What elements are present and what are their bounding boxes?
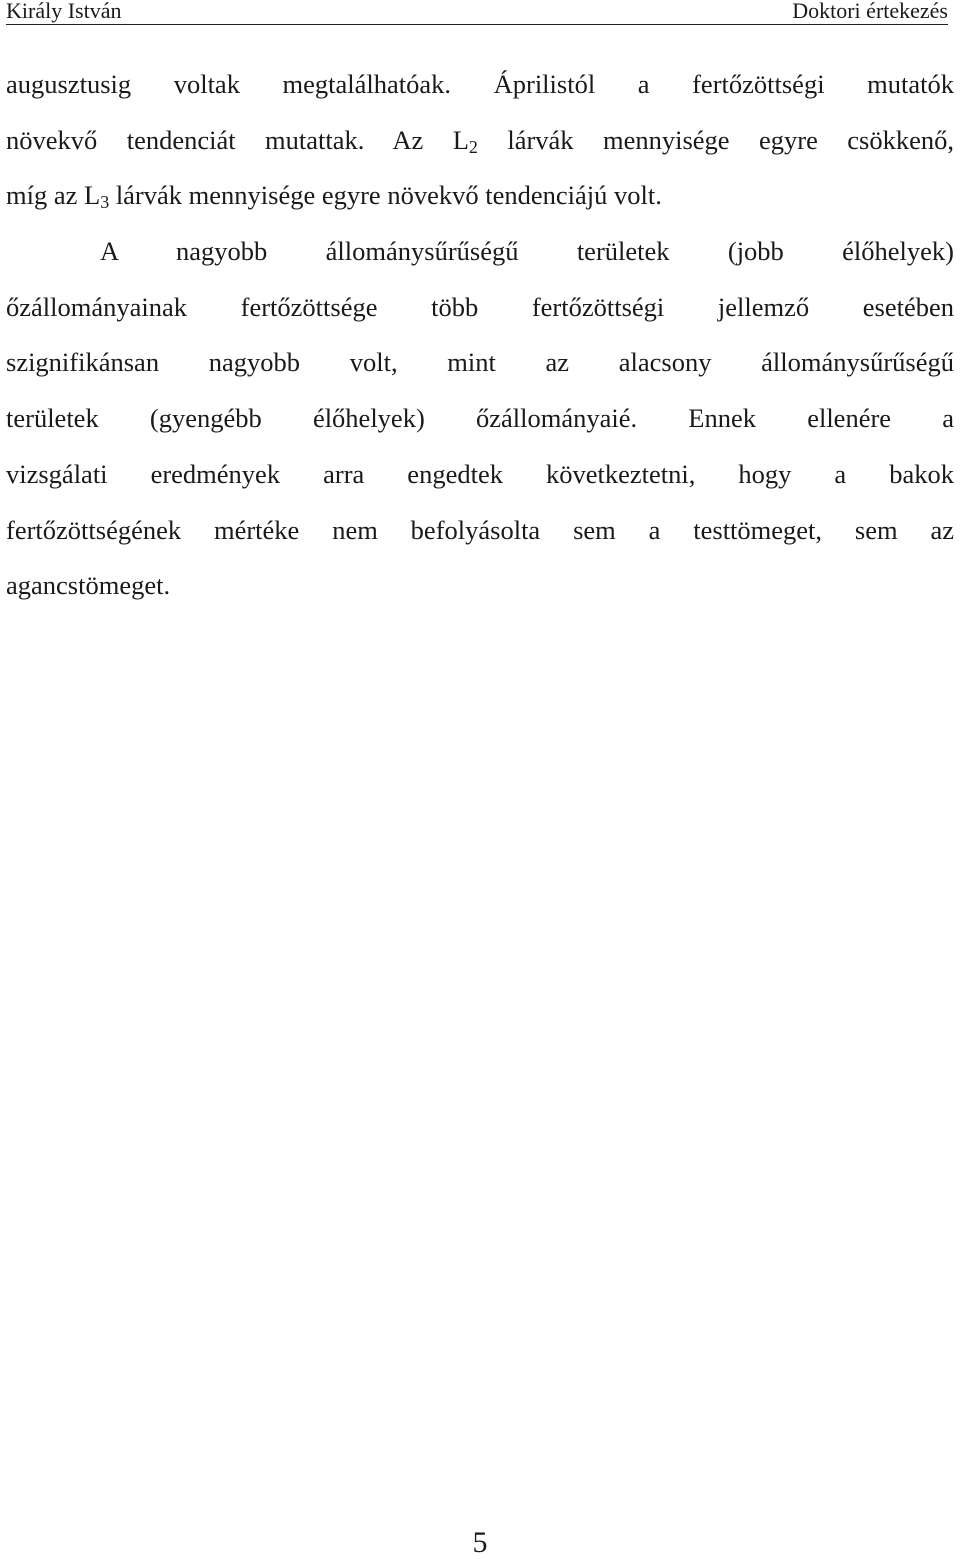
subscript: 2 <box>468 136 478 157</box>
paragraph-line: vizsgálati eredmények arra engedtek következtetni, hogy a bakok <box>6 458 954 489</box>
header-author: Király István <box>6 0 122 23</box>
paragraph-line: fertőzöttségének mértéke nem befolyásolta sem a testtömeget, sem az <box>6 514 954 545</box>
document-body <box>6 57 954 614</box>
page-header <box>6 0 948 25</box>
paragraph-1 <box>6 57 954 224</box>
paragraph-line: területek (gyengébb élőhelyek) őzállományaié. Ennek ellenére a <box>6 403 954 434</box>
text-fragment: lárvák mennyisége egyre csökkenő, <box>477 124 954 155</box>
page-number: 5 <box>472 1526 488 1559</box>
subscript: 3 <box>100 192 110 213</box>
paragraph-line <box>6 113 954 169</box>
text-fragment: míg az L <box>6 180 101 211</box>
text-fragment: lárvák mennyisége egyre növekvő tendenciájú volt. <box>109 180 662 211</box>
paragraph-line <box>6 168 954 224</box>
paragraph-line: augusztusig voltak megtalálhatóak. Áprilistól a fertőzöttségi mutatók <box>6 69 954 99</box>
paragraph-line: őzállományainak fertőzöttsége több fertőzöttségi jellemző esetében <box>6 291 954 322</box>
paragraph-line: agancstömeget. <box>6 570 171 601</box>
header-document-title: Doktori értekezés <box>792 0 948 23</box>
paragraph-2 <box>6 224 954 614</box>
paragraph-line: szignifikánsan nagyobb volt, mint az alacsony állománysűrűségű <box>6 347 954 378</box>
text-fragment: növekvő tendenciát mutattak. Az L <box>6 124 469 155</box>
paragraph-line: A nagyobb állománysűrűségű területek (jobb élőhelyek) <box>100 236 954 267</box>
